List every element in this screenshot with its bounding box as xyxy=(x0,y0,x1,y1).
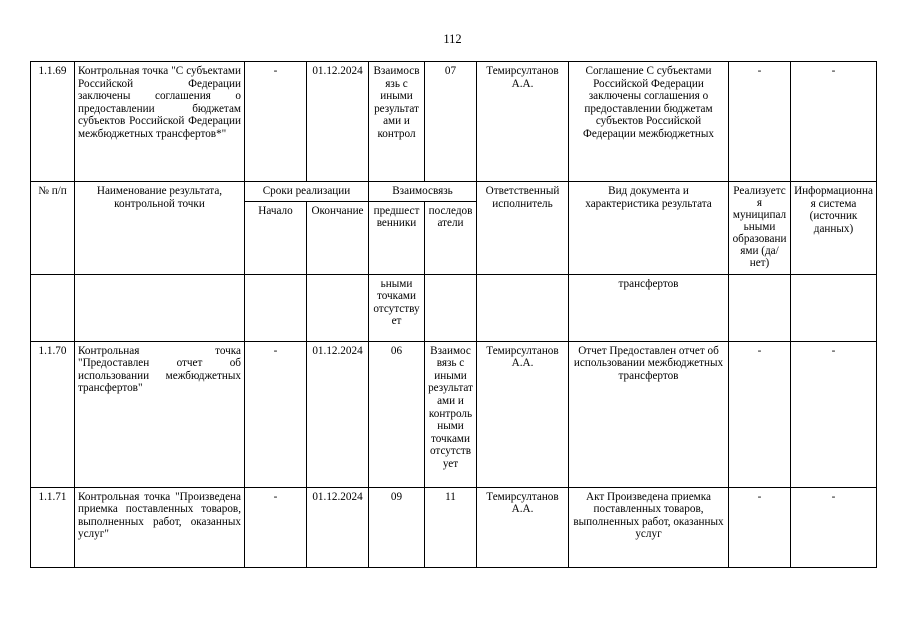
row-number xyxy=(31,274,75,341)
header-links: Взаимосвязь xyxy=(369,182,477,202)
header-succ: последователи xyxy=(425,201,477,274)
result-name: Контрольная точка "Произведена приемка поставленных товаров, выполненных работ, оказанных услуг" xyxy=(75,487,245,567)
end-date: 01.12.2024 xyxy=(307,62,369,182)
document-type: Соглашение С субъектами Российской Федерации заключены соглашения о предоставлении бюджетам субъектов Российской Федерации межбюджетных xyxy=(569,62,729,182)
info-system: - xyxy=(791,341,877,487)
info-system: - xyxy=(791,62,877,182)
header-document: Вид документа и характеристика результата xyxy=(569,182,729,275)
header-start: Начало xyxy=(245,201,307,274)
municipal-flag xyxy=(729,274,791,341)
predecessors: ьными точками отсутствует xyxy=(369,274,425,341)
responsible: Темирсултанов А.А. xyxy=(477,487,569,567)
responsible: Темирсултанов А.А. xyxy=(477,341,569,487)
start-date: - xyxy=(245,487,307,567)
header-info: Информационная система (источник данных) xyxy=(791,182,877,275)
successors: Взаимосвязь с иными результатами и контрольными точками отсутствует xyxy=(425,341,477,487)
predecessors: Взаимосвязь с иными результатами и контрол xyxy=(369,62,425,182)
header-responsible: Ответственный исполнитель xyxy=(477,182,569,275)
municipal-flag: - xyxy=(729,487,791,567)
info-system xyxy=(791,274,877,341)
end-date: 01.12.2024 xyxy=(307,341,369,487)
header-row-top xyxy=(31,182,877,202)
successors: 07 xyxy=(425,62,477,182)
table-row-1-1-70 xyxy=(31,341,877,487)
responsible xyxy=(477,274,569,341)
table-row-continuation xyxy=(31,274,877,341)
successors: 11 xyxy=(425,487,477,567)
result-name: Контрольная точка "С субъектами Российской Федерации заключены соглашения о предоставлении бюджетам субъектов Российской Федерации межбюджетных трансфертов*" xyxy=(75,62,245,182)
predecessors: 06 xyxy=(369,341,425,487)
start-date: - xyxy=(245,62,307,182)
start-date xyxy=(245,274,307,341)
header-name: Наименование результата, контрольной точки xyxy=(75,182,245,275)
document-type: Акт Произведена приемка поставленных товаров, выполненных работ, оказанных услуг xyxy=(569,487,729,567)
document-type: Отчет Предоставлен отчет об использовании межбюджетных трансфертов xyxy=(569,341,729,487)
municipal-flag: - xyxy=(729,341,791,487)
end-date xyxy=(307,274,369,341)
row-number: 1.1.69 xyxy=(31,62,75,182)
successors xyxy=(425,274,477,341)
responsible: Темирсултанов А.А. xyxy=(477,62,569,182)
municipal-flag: - xyxy=(729,62,791,182)
info-system: - xyxy=(791,487,877,567)
row-number: 1.1.70 xyxy=(31,341,75,487)
start-date: - xyxy=(245,341,307,487)
result-name xyxy=(75,274,245,341)
header-pred: предшественники xyxy=(369,201,425,274)
result-name: Контрольная точка "Предоставлен отчет об использовании межбюджетных трансфертов" xyxy=(75,341,245,487)
header-num: № п/п xyxy=(31,182,75,275)
page-number: 112 xyxy=(443,32,462,46)
header-municipal: Реализуется муниципальными образованиями (да/нет) xyxy=(729,182,791,275)
header-terms: Сроки реализации xyxy=(245,182,369,202)
header-end: Окончание xyxy=(307,201,369,274)
results-table xyxy=(30,61,877,568)
row-number: 1.1.71 xyxy=(31,487,75,567)
table-row-1-1-71 xyxy=(31,487,877,567)
end-date: 01.12.2024 xyxy=(307,487,369,567)
document-type: трансфертов xyxy=(569,274,729,341)
predecessors: 09 xyxy=(369,487,425,567)
table-row-1-1-69 xyxy=(31,62,877,182)
